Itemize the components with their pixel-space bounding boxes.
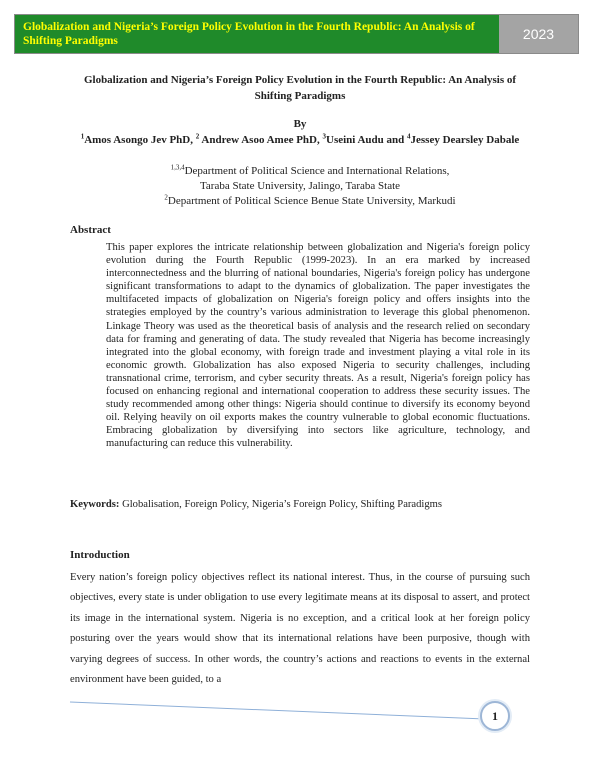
header-title: Globalization and Nigeria’s Foreign Policy Evolution in the Fourth Republic: An Analysis of Shifting Paradigms [15,15,499,53]
page-number: 1 [480,701,510,731]
affiliation-1-text: Department of Political Science and International Relations, [184,165,450,177]
author-1-sup: 1 [80,132,85,141]
author-1-name: Amos Asongo Jev PhD, [84,134,196,146]
keywords [70,499,442,510]
running-header [14,14,579,54]
abstract-heading: Abstract [70,224,111,236]
affiliation-2-sup: 2 [164,193,168,202]
affiliation-2 [0,194,600,209]
affiliation-1-sup: 1,3,4 [170,163,185,172]
introduction-heading: Introduction [70,549,130,561]
author-3-sup: 3 [322,132,326,141]
keywords-text: Globalisation, Foreign Policy, Nigeria’s Foreign Policy, Shifting Paradigms [119,499,443,510]
affiliation-1 [0,164,600,179]
author-4-name: Jessey Dearsley Dabale [410,134,520,146]
abstract-body: This paper explores the intricate relationship between globalization and Nigeria's foreign policy evolution during the Fourth Republic (1999-2023). In an era marked by increased interconnectedness and the blurring of national boundaries, Nigeria's foreign policy has undergone significant transformations to adapt to the dynamics of globalization. The paper investigates the multifaceted impacts of globalization on Nigeria's foreign policy and offers insights into the strategies employed by the country’s various administration to leverage this global phenomenon. Linkage Theory was used as the theoretical basis of analysis and the research relied on secondary data for framing and generating of data. The study revealed that Nigeria has become increasingly integrated into the global economy, with foreign trade and investment playing a vital role in its economic growth. Globalization has also exposed Nigeria to security challenges, including transnational crime, terrorism, and cyber security threats. As a result, Nigeria's foreign policy has focused on enhancing regional and international cooperation to address these security issues. The study recommended among other things: Nigeria should continue to diversify its economy beyond oil. Relying heavily on oil exports makes the country vulnerable to global economic fluctuations. Embracing globalization by diversifying into sectors like agriculture, technology, and manufacturing can reduce this vulnerability. [106,242,530,450]
by-line: By [293,118,307,130]
author-2-sup: 2 [195,132,200,141]
header-year: 2023 [499,15,578,53]
footer-divider [0,690,600,750]
author-list [0,132,600,148]
affiliation-2-text: Department of Political Science Benue State University, Markudi [167,195,456,207]
introduction-body: Every nation’s foreign policy objectives reflect its national interest. Thus, in the course of pursuing such objectives, every state is under obligation to use every legitimate means at its disposal to assert, and protect its image in the international system. Nigeria is no exception, and a critical look at her foreign policy posturing over the years would show that its international relations have been purposive, though with varying degrees of success. In other words, the country’s actions and reactions to events in the external environment have been guided, to a [70,572,530,686]
affiliation-1-university: Taraba State University, Jalingo, Taraba State [199,180,401,192]
author-3-name: Useini Audu and [326,134,408,146]
keywords-label: Keywords: [70,499,120,510]
author-4-sup: 4 [407,132,411,141]
author-2-name: Andrew Asoo Amee PhD, [199,134,323,146]
paper-title: Globalization and Nigeria’s Foreign Policy Evolution in the Fourth Republic: An Analysis of Shifting Paradigms [83,74,517,102]
